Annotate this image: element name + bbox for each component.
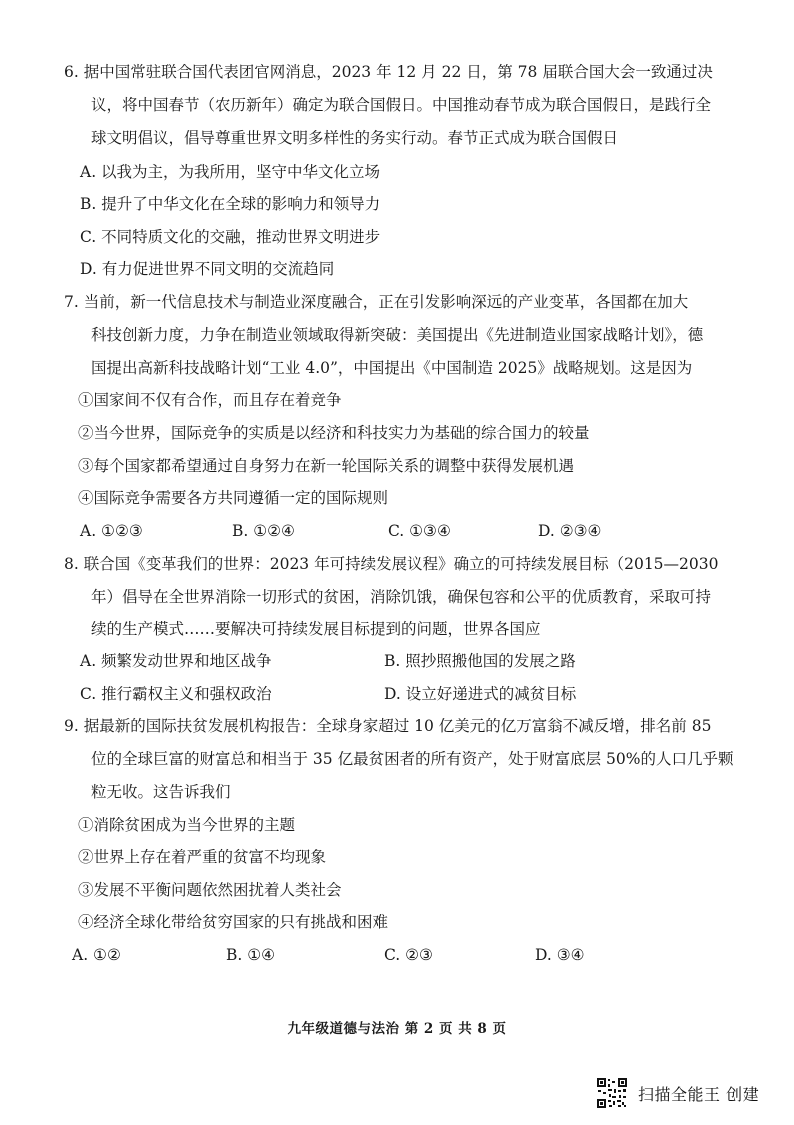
q7-statement-2: ②当今世界，国际竞争的实质是以经济和科技实力为基础的综合国力的较量 <box>78 424 590 442</box>
q7-option-d: D. ②③④ <box>538 522 602 540</box>
q8-stem-line-2: 年）倡导在全世界消除一切形式的贫困，消除饥饿，确保包容和公平的优质教育，采取可持 <box>91 588 712 606</box>
q7-stem-line-1: 7. 当前，新一代信息技术与制造业深度融合，正在引发影响深远的产业变革，各国都在加大 <box>64 293 689 311</box>
q7-stem-line-3: 国提出高新科技战略计划“工业 4.0”，中国提出《中国制造 2025》战略规划。这是因为 <box>91 359 693 377</box>
q7-statement-3: ③每个国家都希望通过自身努力在新一轮国际关系的调整中获得发展机遇 <box>78 457 575 475</box>
q6-stem-line-3: 球文明倡议，倡导尊重世界文明多样性的务实行动。春节正式成为联合国假日 <box>91 129 619 147</box>
q8-stem-line-1: 8. 联合国《变革我们的世界：2023 年可持续发展议程》确立的可持续发展目标（2015—2030 <box>64 555 719 573</box>
q9-option-d: D. ③④ <box>535 946 585 964</box>
q6-option-b: B. 提升了中华文化在全球的影响力和领导力 <box>80 195 381 213</box>
q9-stem-line-1: 9. 据最新的国际扶贫发展机构报告：全球身家超过 10 亿美元的亿万富翁不减反增，排名前 85 <box>64 717 712 735</box>
q9-option-c: C. ②③ <box>384 946 433 964</box>
q7-statement-4: ④国际竞争需要各方共同遵循一定的国际规则 <box>78 489 389 507</box>
q7-option-c: C. ①③④ <box>388 522 451 540</box>
q7-option-a: A. ①②③ <box>80 522 143 540</box>
q6-option-d: D. 有力促进世界不同文明的交流趋同 <box>80 260 335 278</box>
q9-stem-line-2: 位的全球巨富的财富总和相当于 35 亿最贫困者的所有资产，处于财富底层 50%的人口几乎颗 <box>91 750 734 768</box>
q8-option-d: D. 设立好递进式的减贫目标 <box>384 685 577 703</box>
q9-option-b: B. ①④ <box>226 946 276 964</box>
q7-option-b: B. ①②④ <box>232 522 295 540</box>
q8-option-a: A. 频繁发动世界和地区战争 <box>80 652 272 670</box>
page-footer: 九年级道德与法治 第 2 页 共 8 页 <box>287 1021 507 1037</box>
q9-statement-4: ④经济全球化带给贫穷国家的只有挑战和困难 <box>78 913 389 931</box>
q9-statement-2: ②世界上存在着严重的贫富不均现象 <box>78 848 327 866</box>
q8-stem-line-3: 续的生产模式……要解决可持续发展目标提到的问题，世界各国应 <box>91 620 541 638</box>
q6-option-a: A. 以我为主，为我所用，坚守中华文化立场 <box>80 163 381 181</box>
q9-stem-line-3: 粒无收。这告诉我们 <box>91 783 231 801</box>
q8-option-b: B. 照抄照搬他国的发展之路 <box>384 652 576 670</box>
q7-stem-line-2: 科技创新力度，力争在制造业领域取得新突破：美国提出《先进制造业国家战略计划》，德 <box>91 326 704 344</box>
q6-stem-line-1: 6. 据中国常驻联合国代表团官网消息，2023 年 12 月 22 日，第 78 届联合国大会一致通过决 <box>64 63 713 81</box>
q6-stem-line-2: 议，将中国春节（农历新年）确定为联合国假日。中国推动春节成为联合国假日，是践行全 <box>91 96 712 114</box>
q6-option-c: C. 不同特质文化的交融，推动世界文明进步 <box>80 228 381 246</box>
q9-statement-3: ③发展不平衡问题依然困扰着人类社会 <box>78 881 342 899</box>
q9-statement-1: ①消除贫困成为当今世界的主题 <box>78 816 296 834</box>
q8-option-c: C. 推行霸权主义和强权政治 <box>80 685 272 703</box>
watermark-text: 扫描全能王 创建 <box>638 1084 760 1104</box>
qr-code-icon <box>596 1077 628 1109</box>
q9-option-a: A. ①② <box>72 946 121 964</box>
q7-statement-1: ①国家间不仅有合作，而且存在着竞争 <box>78 391 342 409</box>
scanner-watermark <box>596 1077 759 1109</box>
